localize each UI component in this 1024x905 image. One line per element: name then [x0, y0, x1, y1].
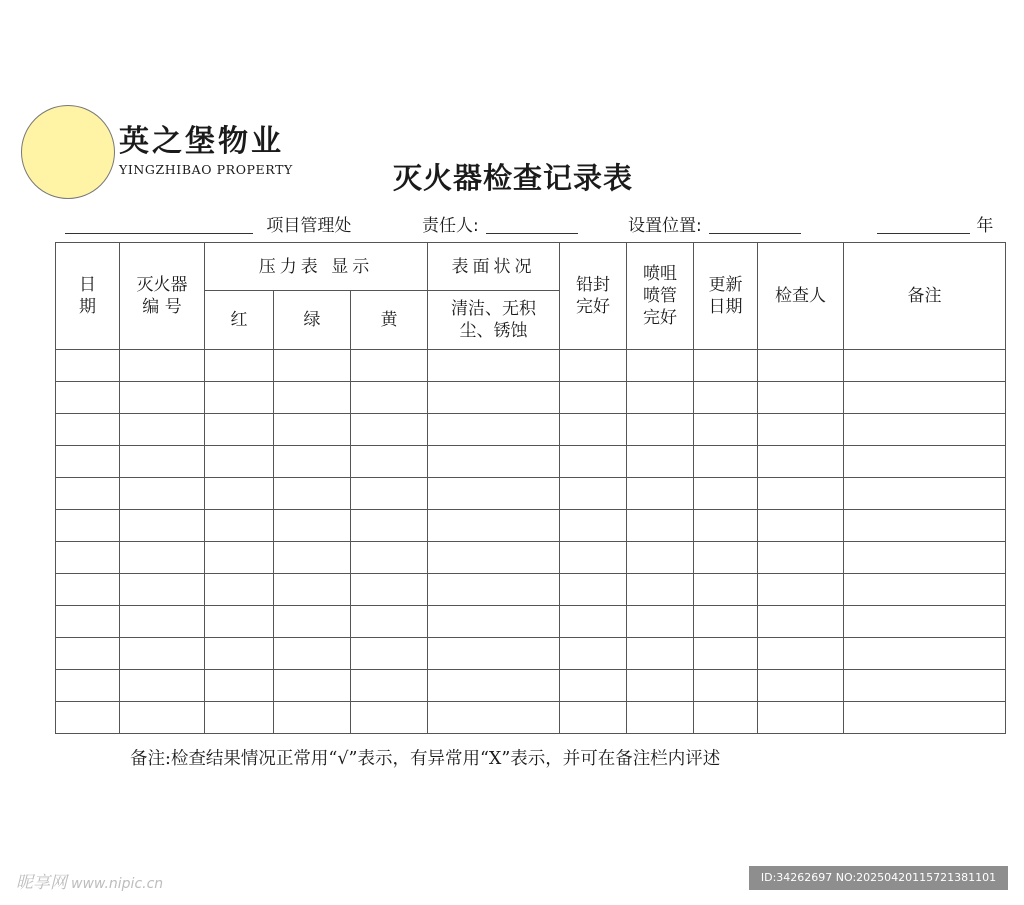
table-cell[interactable] [274, 542, 351, 574]
table-cell[interactable] [205, 606, 274, 638]
table-cell[interactable] [428, 446, 560, 478]
table-cell[interactable] [560, 702, 627, 734]
footnote: 备注:检查结果情况正常用“√”表示，有异常用“X”表示，并可在备注栏内评述 [130, 749, 721, 769]
form-title: 灭火器检查记录表 [393, 161, 634, 195]
table-cell[interactable] [627, 542, 694, 574]
table-cell[interactable] [560, 478, 627, 510]
table-cell[interactable] [758, 350, 844, 382]
table-cell[interactable] [274, 702, 351, 734]
table-cell[interactable] [428, 670, 560, 702]
table-cell[interactable] [758, 382, 844, 414]
table-cell[interactable] [205, 414, 274, 446]
table-cell[interactable] [844, 350, 1006, 382]
table-cell[interactable] [274, 670, 351, 702]
table-cell[interactable] [560, 446, 627, 478]
table-cell[interactable] [627, 702, 694, 734]
header-seal-intact: 铅封 完好 [560, 243, 627, 350]
watermark-id: ID:34262697 NO:20250420115721381101 [749, 866, 1008, 890]
table-cell[interactable] [56, 670, 120, 702]
brand-name-cn: 英之堡物业 [119, 124, 284, 159]
table-cell[interactable] [844, 670, 1006, 702]
table-cell[interactable] [627, 638, 694, 670]
table-cell[interactable] [120, 382, 205, 414]
table-cell[interactable] [844, 542, 1006, 574]
table-cell[interactable] [205, 382, 274, 414]
table-cell[interactable] [844, 414, 1006, 446]
table-cell[interactable] [274, 350, 351, 382]
table-cell[interactable] [120, 350, 205, 382]
table-cell[interactable] [560, 670, 627, 702]
table-cell[interactable] [758, 414, 844, 446]
inspection-table [55, 242, 1006, 734]
table-row [56, 414, 1006, 446]
table-cell[interactable] [56, 382, 120, 414]
table-cell[interactable] [120, 702, 205, 734]
table-cell[interactable] [428, 542, 560, 574]
header-date: 日 期 [56, 243, 120, 350]
table-cell[interactable] [844, 574, 1006, 606]
table-cell[interactable] [560, 350, 627, 382]
logo-circle [21, 105, 115, 199]
responsible-line [422, 214, 578, 238]
table-cell[interactable] [274, 510, 351, 542]
table-cell[interactable] [120, 414, 205, 446]
table-cell[interactable] [844, 510, 1006, 542]
table-cell[interactable] [205, 350, 274, 382]
table-row [56, 478, 1006, 510]
table-cell[interactable] [694, 414, 758, 446]
table-cell[interactable] [560, 638, 627, 670]
table-cell[interactable] [205, 638, 274, 670]
project-office-label: 项目管理处 [266, 216, 352, 236]
table-cell[interactable] [351, 478, 428, 510]
table-cell[interactable] [560, 542, 627, 574]
table-cell[interactable] [205, 574, 274, 606]
table-row [56, 446, 1006, 478]
table-cell[interactable] [120, 606, 205, 638]
table-cell[interactable] [627, 446, 694, 478]
table-cell[interactable] [844, 382, 1006, 414]
table-cell[interactable] [205, 670, 274, 702]
table-cell[interactable] [205, 478, 274, 510]
table-cell[interactable] [560, 414, 627, 446]
table-cell[interactable] [120, 670, 205, 702]
table-cell[interactable] [627, 510, 694, 542]
table-cell[interactable] [351, 702, 428, 734]
brand-name-en: YINGZHIBAO PROPERTY [119, 162, 293, 177]
table-cell[interactable] [56, 350, 120, 382]
table-cell[interactable] [844, 702, 1006, 734]
table-cell[interactable] [627, 670, 694, 702]
year-line [877, 214, 993, 238]
table-cell[interactable] [428, 382, 560, 414]
header-surface-condition: 表面状况 [428, 243, 560, 291]
table-cell[interactable] [120, 478, 205, 510]
table-cell[interactable] [844, 446, 1006, 478]
table-cell[interactable] [56, 606, 120, 638]
table-cell[interactable] [758, 702, 844, 734]
table-cell[interactable] [351, 670, 428, 702]
table-cell[interactable] [694, 350, 758, 382]
table-cell[interactable] [428, 478, 560, 510]
table-cell[interactable] [274, 574, 351, 606]
header-pressure-green: 绿 [274, 291, 351, 350]
table-cell[interactable] [694, 510, 758, 542]
table-cell[interactable] [694, 670, 758, 702]
table-row [56, 638, 1006, 670]
table-cell[interactable] [560, 574, 627, 606]
table-cell[interactable] [758, 606, 844, 638]
table-cell[interactable] [758, 638, 844, 670]
table-cell[interactable] [428, 606, 560, 638]
table-cell[interactable] [627, 350, 694, 382]
table-cell[interactable] [56, 414, 120, 446]
table-cell[interactable] [274, 606, 351, 638]
table-cell[interactable] [56, 542, 120, 574]
table-cell[interactable] [694, 446, 758, 478]
table-row [56, 350, 1006, 382]
table-cell[interactable] [351, 510, 428, 542]
table-cell[interactable] [351, 382, 428, 414]
table-cell[interactable] [627, 478, 694, 510]
table-row [56, 702, 1006, 734]
table-cell[interactable] [758, 542, 844, 574]
table-cell[interactable] [274, 638, 351, 670]
table-row [56, 670, 1006, 702]
header-pressure-yellow: 黄 [351, 291, 428, 350]
location-label: 设置位置: [628, 216, 702, 236]
responsible-label: 责任人: [422, 216, 479, 236]
table-cell[interactable] [627, 606, 694, 638]
year-label: 年 [976, 216, 994, 236]
table-cell[interactable] [758, 446, 844, 478]
header-remarks: 备注 [844, 243, 1006, 350]
table-cell[interactable] [205, 510, 274, 542]
location-blank [709, 214, 801, 234]
table-cell[interactable] [56, 446, 120, 478]
table-cell[interactable] [694, 606, 758, 638]
table-cell[interactable] [758, 670, 844, 702]
table-cell[interactable] [351, 606, 428, 638]
table-cell[interactable] [428, 350, 560, 382]
table-cell[interactable] [758, 510, 844, 542]
table-cell[interactable] [56, 702, 120, 734]
table-cell[interactable] [56, 574, 120, 606]
table-cell[interactable] [274, 382, 351, 414]
table-cell[interactable] [758, 574, 844, 606]
table-cell[interactable] [351, 350, 428, 382]
header-surface-detail: 清洁、无积 尘、锈蚀 [428, 291, 560, 350]
table-row [56, 510, 1006, 542]
header-update-date: 更新 日期 [694, 243, 758, 350]
table-cell[interactable] [844, 478, 1006, 510]
location-line [628, 214, 801, 238]
table-cell[interactable] [205, 446, 274, 478]
table-cell[interactable] [428, 574, 560, 606]
watermark-logo: 昵享网 [16, 873, 67, 893]
table-cell[interactable] [205, 702, 274, 734]
table-cell[interactable] [274, 446, 351, 478]
table-cell[interactable] [694, 702, 758, 734]
table-row [56, 574, 1006, 606]
table-cell[interactable] [120, 510, 205, 542]
table-cell[interactable] [428, 510, 560, 542]
table-cell[interactable] [844, 638, 1006, 670]
table-row [56, 606, 1006, 638]
table-cell[interactable] [627, 382, 694, 414]
table-cell[interactable] [120, 446, 205, 478]
table-cell[interactable] [844, 606, 1006, 638]
header-pressure-gauge: 压力表 显示 [205, 243, 428, 291]
table-cell[interactable] [56, 478, 120, 510]
table-cell[interactable] [351, 414, 428, 446]
table-cell[interactable] [56, 510, 120, 542]
watermark-site [16, 868, 163, 893]
year-blank [877, 214, 970, 234]
table-cell[interactable] [428, 702, 560, 734]
table-cell[interactable] [560, 382, 627, 414]
header-inspector: 检查人 [758, 243, 844, 350]
table-cell[interactable] [627, 414, 694, 446]
table-cell[interactable] [120, 574, 205, 606]
table-row [56, 542, 1006, 574]
watermark-url: www.nipic.cn [71, 876, 164, 892]
table-cell[interactable] [274, 414, 351, 446]
table-cell[interactable] [351, 638, 428, 670]
table-cell[interactable] [627, 574, 694, 606]
table-cell[interactable] [120, 542, 205, 574]
table-cell[interactable] [560, 510, 627, 542]
header-extinguisher-no: 灭火器 编 号 [120, 243, 205, 350]
table-cell[interactable] [694, 478, 758, 510]
table-cell[interactable] [428, 414, 560, 446]
table-cell[interactable] [351, 542, 428, 574]
table-cell[interactable] [120, 638, 205, 670]
table-cell[interactable] [274, 478, 351, 510]
table-cell[interactable] [56, 638, 120, 670]
table-cell[interactable] [694, 542, 758, 574]
table-cell[interactable] [758, 478, 844, 510]
table-cell[interactable] [351, 446, 428, 478]
project-blank [65, 214, 253, 234]
header-nozzle-intact: 喷咀 喷管 完好 [627, 243, 694, 350]
table-cell[interactable] [694, 638, 758, 670]
table-cell[interactable] [428, 638, 560, 670]
table-row [56, 382, 1006, 414]
responsible-blank [486, 214, 578, 234]
header-pressure-red: 红 [205, 291, 274, 350]
table-cell[interactable] [694, 382, 758, 414]
table-cell[interactable] [205, 542, 274, 574]
table-cell[interactable] [351, 574, 428, 606]
table-cell[interactable] [560, 606, 627, 638]
project-office-line [65, 214, 351, 238]
table-cell[interactable] [694, 574, 758, 606]
